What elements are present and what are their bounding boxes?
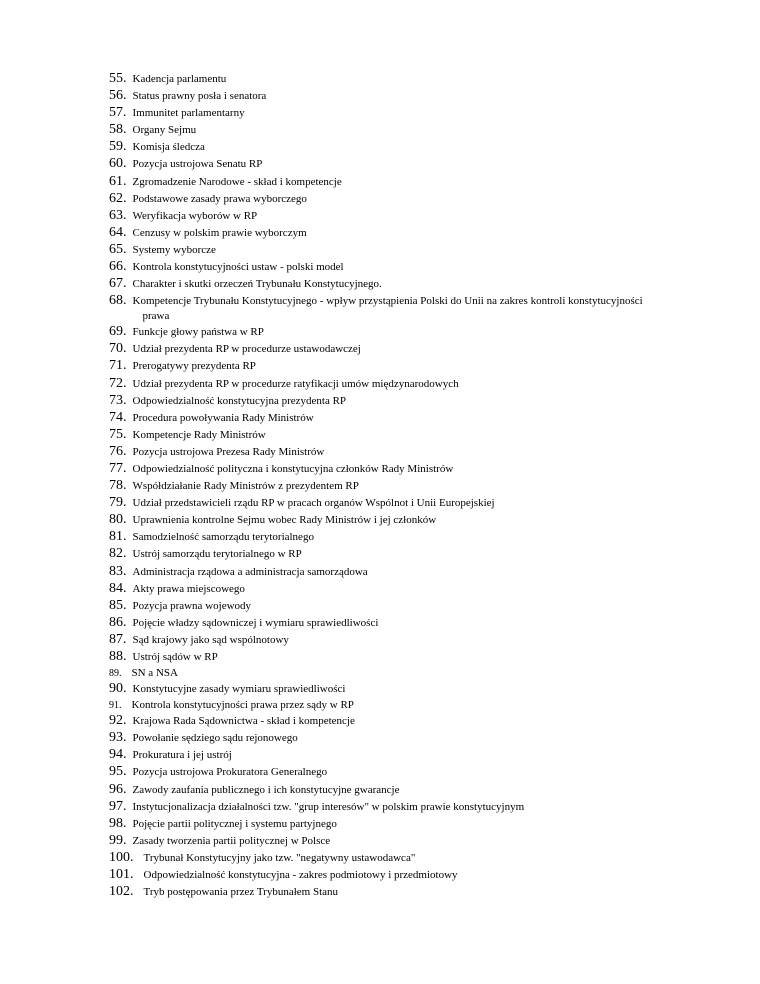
item-text: Współdziałanie Rady Ministrów z prezydentem RP [132, 480, 359, 493]
item-number: 56. [109, 88, 127, 104]
item-number: 59. [109, 139, 127, 155]
list-item [109, 666, 669, 681]
item-text: Samodzielność samorządu terytorialnego [132, 531, 314, 544]
item-number: 69. [109, 324, 127, 340]
item-number: 92. [109, 713, 127, 729]
list-item [109, 276, 669, 293]
list-item [109, 598, 669, 615]
list-item [109, 341, 669, 358]
list-item [109, 393, 669, 410]
item-number: 68. [109, 293, 127, 309]
item-number: 58. [109, 122, 127, 138]
item-text: Pozycja ustrojowa Prezesa Rady Ministrów [132, 445, 325, 458]
item-text: Procedura powoływania Rady Ministrów [132, 411, 314, 424]
item-text: Status prawny posła i senatora [132, 90, 267, 103]
list-item [109, 681, 669, 698]
item-text: Kontrola konstytucyjności ustaw - polski model [132, 261, 344, 274]
list-item [109, 478, 669, 495]
list-item [109, 427, 669, 444]
item-text: Prokuratura i jej ustrój [132, 749, 232, 762]
list-item [109, 495, 669, 512]
list-item [109, 529, 669, 546]
list-item [109, 71, 669, 88]
item-text: Odpowiedzialność konstytucyjna - zakres podmiotowy i przedmiotowy [143, 869, 458, 882]
item-number: 77. [109, 460, 127, 476]
list-item [109, 259, 669, 276]
item-text: Funkcje głowy państwa w RP [132, 326, 264, 339]
list-item [109, 632, 669, 649]
item-number: 86. [109, 614, 127, 630]
list-item [109, 156, 669, 173]
item-number: 83. [109, 563, 127, 579]
list-item [109, 867, 669, 884]
list-item [109, 191, 669, 208]
item-text: Pozycja ustrojowa Prokuratora Generalnego [132, 766, 328, 779]
item-number: 84. [109, 580, 127, 596]
item-text: Pozycja ustrojowa Senatu RP [132, 158, 263, 171]
list-item [109, 546, 669, 563]
list-item [109, 410, 669, 427]
item-number: 94. [109, 747, 127, 763]
item-number: 66. [109, 259, 127, 275]
item-text: Komisja śledcza [132, 141, 205, 154]
item-text: Trybunał Konstytucyjny jako tzw. "negatywny ustawodawca" [143, 851, 416, 864]
item-number: 76. [109, 443, 127, 459]
item-number: 71. [109, 358, 127, 374]
item-number: 82. [109, 546, 127, 562]
list-item [109, 799, 669, 816]
list-item [109, 698, 669, 713]
item-number: 78. [109, 478, 127, 494]
item-text: Udział przedstawicieli rządu RP w pracach organów Wspólnot i Unii Europejskiej [132, 497, 495, 510]
item-text: Tryb postępowania przez Trybunałem Stanu [143, 886, 339, 899]
item-number: 65. [109, 241, 127, 257]
item-text: Kompetencje Trybunału Konstytucyjnego - wpływ przystąpienia Polski do Unii na zakres kontroli konstytucyjności [132, 295, 643, 308]
item-text: Zawody zaufania publicznego i ich konstytucyjne gwarancje [132, 783, 400, 796]
item-number: 63. [109, 207, 127, 223]
item-text: Zgromadzenie Narodowe - skład i kompetencje [132, 175, 342, 188]
item-number: 74. [109, 409, 127, 425]
item-text: Krajowa Rada Sądownictwa - skład i kompetencje [132, 715, 355, 728]
item-number: 73. [109, 392, 127, 408]
item-text: Kadencja parlamentu [132, 73, 227, 85]
item-text: Kompetencje Rady Ministrów [132, 428, 266, 441]
list-item [109, 88, 669, 105]
item-number: 90. [109, 681, 127, 697]
item-text: Weryfikacja wyborów w RP [132, 209, 258, 222]
item-number: 100. [109, 849, 134, 865]
item-number: 102. [109, 884, 134, 900]
item-text: Sąd krajowy jako sąd wspólnotowy [132, 633, 289, 646]
item-text: Uprawnienia kontrolne Sejmu wobec Rady Ministrów i jej członków [132, 514, 437, 527]
list-item [109, 833, 669, 850]
list-item [109, 208, 669, 225]
item-text: Podstawowe zasady prawa wyborczego [132, 192, 307, 205]
item-text: Immunitet parlamentarny [132, 107, 245, 120]
item-text: Pojęcie władzy sądowniczej i wymiaru sprawiedliwości [132, 616, 379, 629]
item-text: Cenzusy w polskim prawie wyborczym [132, 226, 307, 239]
item-number: 80. [109, 512, 127, 528]
item-number: 70. [109, 341, 127, 357]
list-item [109, 105, 669, 122]
item-number: 98. [109, 815, 127, 831]
list-item [109, 564, 669, 581]
item-text: Odpowiedzialność polityczna i konstytucyjna członków Rady Ministrów [132, 462, 454, 475]
item-text: Akty prawa miejscowego [132, 582, 245, 595]
item-text: Pozycja prawna wojewody [132, 599, 252, 612]
list-item [109, 816, 669, 833]
item-number: 101. [109, 867, 134, 883]
item-number: 99. [109, 832, 127, 848]
item-number: 72. [109, 375, 127, 391]
item-number: 67. [109, 276, 127, 292]
item-number: 62. [109, 190, 127, 206]
item-text: Ustrój sądów w RP [132, 651, 218, 663]
item-number: 75. [109, 426, 127, 442]
item-text: Zasady tworzenia partii politycznej w Polsce [132, 834, 331, 847]
list-item [109, 884, 669, 901]
list-item [109, 444, 669, 461]
item-text: Kontrola konstytucyjności prawa przez sądy w RP [131, 699, 354, 712]
item-number: 91. [109, 700, 122, 712]
list-item [109, 324, 669, 341]
list-item [109, 649, 669, 666]
item-text: Udział prezydenta RP w procedurze ustawodawczej [132, 343, 361, 356]
list-item [109, 764, 669, 781]
item-text: Administracja rządowa a administracja samorządowa [132, 565, 368, 578]
item-text: Udział prezydenta RP w procedurze ratyfikacji umów międzynarodowych [132, 377, 459, 390]
list-item [109, 782, 669, 799]
item-number: 89. [109, 668, 122, 680]
list-item [109, 581, 669, 598]
item-number: 61. [109, 173, 127, 189]
list-item [109, 174, 669, 191]
list-item [109, 358, 669, 375]
item-text-continuation: prawa [142, 310, 170, 323]
list-item [109, 512, 669, 529]
list-item [109, 293, 669, 324]
item-number: 81. [109, 529, 127, 545]
item-text-wrapper [133, 294, 670, 324]
item-number: 97. [109, 798, 127, 814]
item-text: Odpowiedzialność konstytucyjna prezydenta RP [132, 394, 347, 407]
list-item [109, 730, 669, 747]
list-item [109, 713, 669, 730]
item-number: 60. [109, 156, 127, 172]
item-number: 93. [109, 730, 127, 746]
item-text: SN a NSA [131, 667, 178, 680]
item-number: 55. [109, 71, 127, 86]
list-item [109, 376, 669, 393]
item-text: Ustrój samorządu terytorialnego w RP [132, 548, 302, 561]
item-text: Instytucjonalizacja działalności tzw. "grup interesów" w polskim prawie konstytucyjnym [132, 800, 525, 813]
item-text: Konstytucyjne zasady wymiaru sprawiedliwości [132, 683, 346, 696]
list-item [109, 122, 669, 139]
item-number: 57. [109, 105, 127, 121]
item-number: 96. [109, 781, 127, 797]
item-number: 87. [109, 631, 127, 647]
list-item [109, 850, 669, 867]
list-item [109, 139, 669, 156]
item-text: Systemy wyborcze [132, 243, 216, 256]
item-text: Organy Sejmu [132, 124, 197, 137]
list-item [109, 461, 669, 478]
list-item [109, 242, 669, 259]
item-text: Prerogatywy prezydenta RP [132, 360, 256, 373]
list-item [109, 225, 669, 242]
list-item [109, 747, 669, 764]
item-text: Pojęcie partii politycznej i systemu partyjnego [132, 817, 337, 830]
topic-list [109, 71, 669, 901]
item-number: 85. [109, 597, 127, 613]
item-number: 95. [109, 764, 127, 780]
item-text: Powołanie sędziego sądu rejonowego [132, 732, 298, 745]
item-number: 64. [109, 224, 127, 240]
item-number: 79. [109, 495, 127, 511]
list-item [109, 615, 669, 632]
item-number: 88. [109, 649, 127, 664]
item-text: Charakter i skutki orzeczeń Trybunału Konstytucyjnego. [132, 278, 382, 291]
